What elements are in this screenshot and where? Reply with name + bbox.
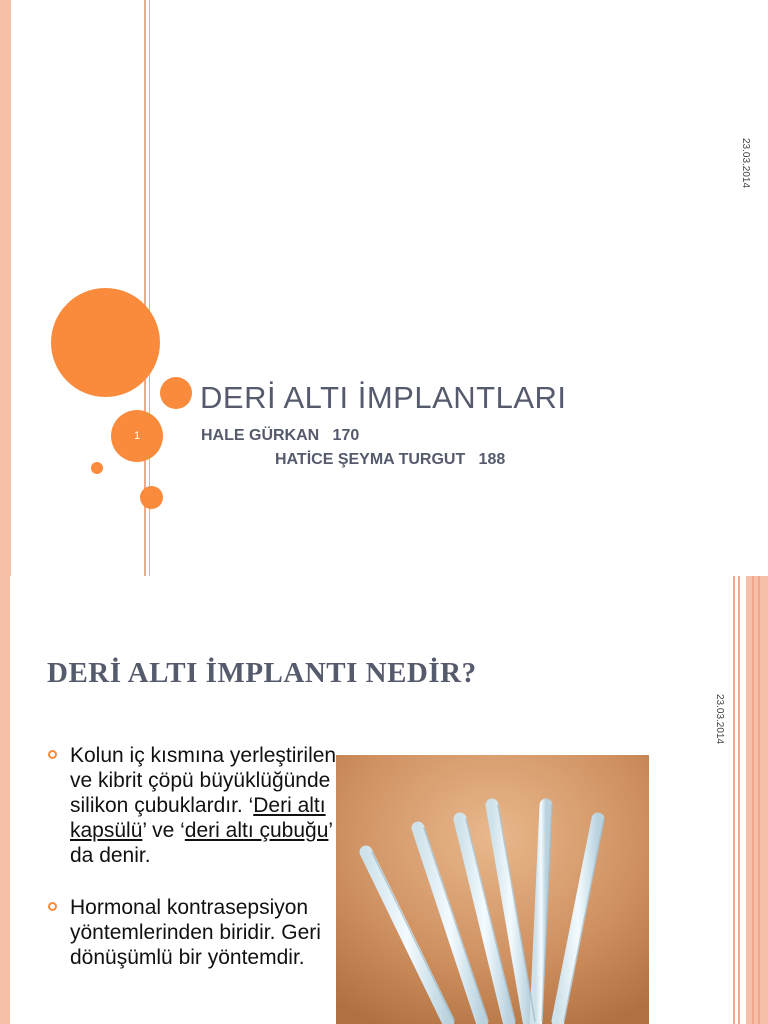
right-accent-stripe xyxy=(746,576,768,1024)
bullet-item: Kolun iç kısmına yerleştirilen ve kibrit çöpü büyüklüğünde silikon çubuklardır. ‘Deri altı kapsülü’ ve ‘deri altı çubuğu’ da denir. xyxy=(46,743,341,868)
right-accent-stripe xyxy=(758,576,760,1024)
slide-date: 23.03.2014 xyxy=(714,694,725,745)
bullet-list xyxy=(46,743,341,997)
decorative-circle xyxy=(51,288,160,397)
left-accent-stripe xyxy=(0,0,11,576)
decorative-circle xyxy=(160,377,192,409)
slide-number: 1 xyxy=(133,430,141,442)
left-accent-stripe xyxy=(0,576,10,1024)
bullet-circle-icon xyxy=(48,902,57,911)
decorative-circle xyxy=(91,462,103,474)
right-accent-stripe xyxy=(733,576,735,1024)
bullet-circle-icon xyxy=(48,750,57,759)
right-accent-stripe xyxy=(738,576,740,1024)
bullet-item: Hormonal kontrasepsiyon yöntemlerinden biridir. Geri dönüşümlü bir yöntemdir. xyxy=(46,895,341,970)
right-accent-stripe xyxy=(752,576,754,1024)
underlined-term: deri altı çubuğu xyxy=(184,819,329,842)
underlined-term: Deri altı kapsülü xyxy=(70,794,326,842)
author-line: HATİCE ŞEYMA TURGUT 188 xyxy=(275,451,506,468)
author-line: HALE GÜRKAN 170 xyxy=(201,427,360,444)
implant-rods-photo xyxy=(336,755,649,1024)
slide-title: DERİ ALTI İMPLANTLARI xyxy=(200,380,567,415)
slide-title: DERİ ALTI İMPLANTI NEDİR? xyxy=(47,657,477,689)
decorative-circle xyxy=(140,486,163,509)
slide-date: 23.03.2014 xyxy=(740,138,751,189)
